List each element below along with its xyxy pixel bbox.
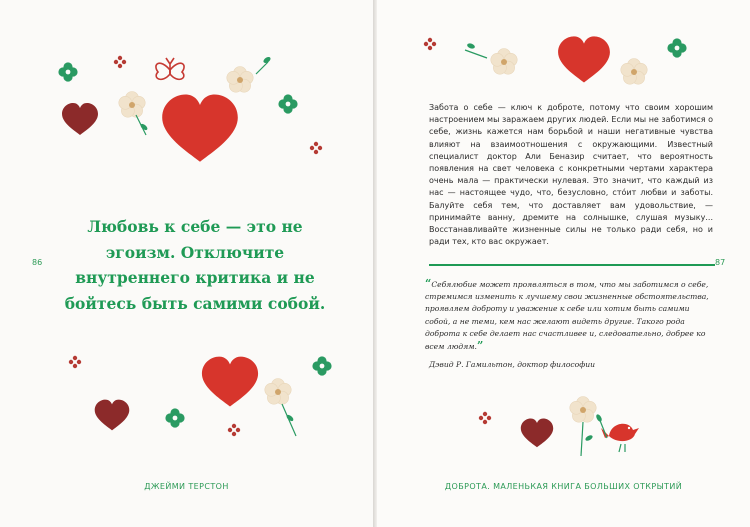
clover-icon (312, 356, 331, 375)
dots-icon (228, 424, 240, 436)
quote-close-icon: ” (476, 339, 484, 353)
dots-icon (424, 38, 436, 50)
flower-icon (621, 59, 647, 85)
dots-icon (69, 356, 81, 368)
flower-icon (491, 49, 517, 75)
epigraph (425, 278, 715, 353)
heart-icon (521, 419, 553, 448)
butterfly-icon (156, 58, 184, 79)
flower-icon (265, 379, 296, 437)
right-page (377, 0, 750, 527)
heart-icon (202, 357, 258, 407)
leaf-sprig-icon (465, 42, 487, 58)
heart-icon (558, 36, 610, 82)
heart-icon (162, 95, 238, 162)
clover-icon (165, 408, 184, 427)
flower-icon (227, 67, 253, 93)
epigraph-author: Дэвид Р. Гамильтон, доктор философии (429, 360, 595, 369)
leaf-sprig-icon (256, 56, 272, 74)
epigraph-text: Себялюбие может проявляться в том, что мы заботимся о себе, стремимся изменить к лучшему свои жизненные обстоятельства, проявляем доброту и уважение к себе или хотим быть самими собой, а не теми, кем нас желают видеть другие. Такого рода доброта к себе делает нас счастливее и, следовательно, добрее ко всем людям. (425, 280, 709, 352)
heart-icon (95, 400, 130, 431)
flower-icon (570, 397, 596, 457)
page-number-left: 86 (32, 258, 43, 267)
left-page (0, 0, 373, 527)
page-number-right: 87 (715, 258, 726, 267)
quote-open-icon: “ (425, 277, 432, 290)
footer-book-title: ДОБРОТА. МАЛЕНЬКАЯ КНИГА БОЛЬШИХ ОТКРЫТИЙ (444, 482, 683, 491)
flower-icon (119, 92, 149, 136)
heart-icon (62, 103, 98, 135)
footer-author: ДЖЕЙМИ ТЕРСТОН (144, 482, 229, 491)
clover-icon (58, 62, 77, 81)
divider-rule (429, 264, 715, 266)
pull-quote: Любовь к себе — это не эгоизм. Отключите внутреннего критика и не бойтесь быть самими собой. (64, 217, 326, 313)
dots-icon (310, 142, 322, 154)
dots-icon (114, 56, 126, 68)
clover-icon (667, 38, 686, 57)
body-text: Забота о себе — ключ к доброте, потому что своим хорошим настроением мы заражаем других людей. Если мы не заботимся о себе, жизнь кажется нам борьбой и наши негативные чувства влияют на взаимоотношения с окружающими. Известный специалист доктор Али Беназир считает, что вероятность появления на свет человека с конкретными чертами характера очень мала — практически нулевая. Это значит, что каждый из нас — настоящее чудо, что, безусловно, стóит любви и заботы. Балуйте себя тем, что доставляет вам удовольствие, — принимайте ванну, дремите на солнышке, слушая музыку... Восстанавливайте жизненные силы не только ради себя, но и ради тех, кто вас окружает. (429, 103, 713, 247)
leaf-sprig-icon (595, 413, 607, 438)
dots-icon (479, 412, 491, 424)
clover-icon (278, 94, 297, 113)
